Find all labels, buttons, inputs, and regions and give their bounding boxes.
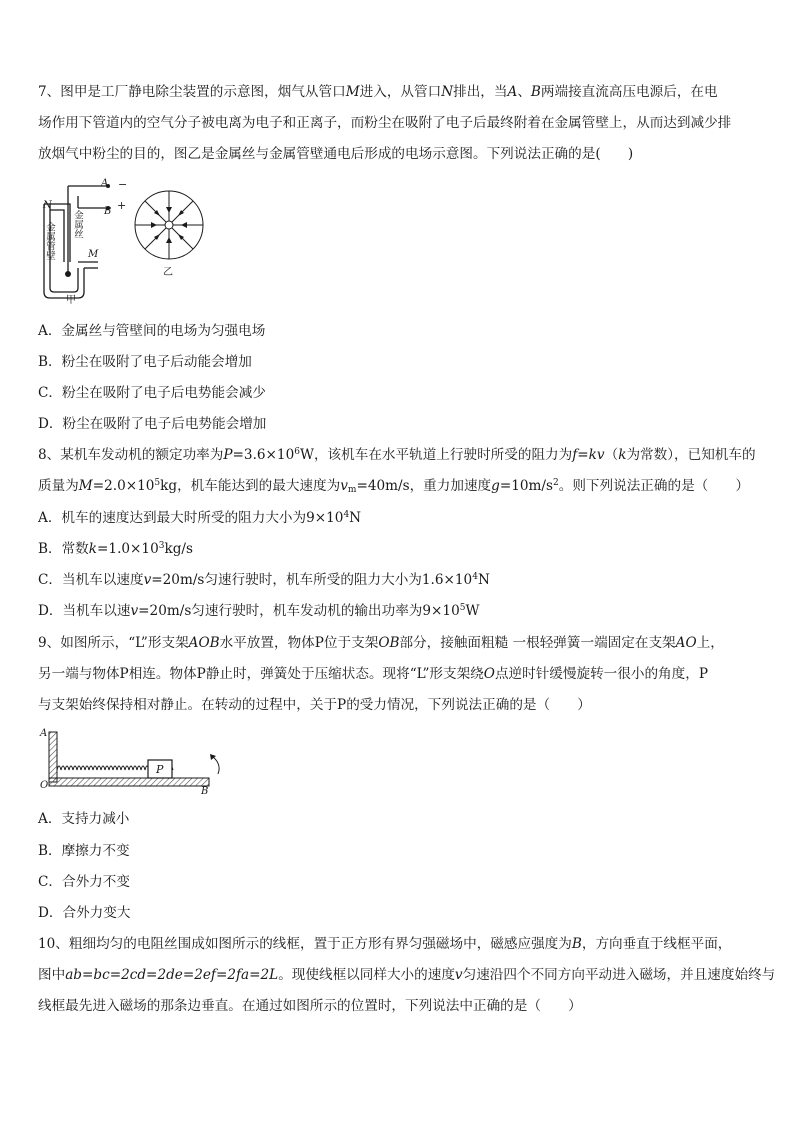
- q8-line2: 质量为$M=2.0\times 10^5kg$，机车能达到的最大速度为$v_m=40m/s$，重力加速度$g=10m/s^2$。则下列说法正确的是（ ）: [38, 478, 750, 495]
- fig-jia-caption: 甲: [66, 295, 76, 306]
- q7-line2: 场作用下管道内的空气分子被电离为电子和正离子，而粉尘在吸附了电子后最终附着在金属管壁上，从而达到减少排: [38, 115, 732, 131]
- q9-line1: 9、如图所示，“L”形支架AOB水平放置，物体P位于支架OB部分，接触面粗糙 一根轻弹簧一端固定在支架AO上，: [38, 635, 724, 651]
- fig-q9-label-a: A: [40, 728, 48, 739]
- q8-option-b: B．常数$k=1.0\times 10^3kg/s$: [38, 541, 193, 557]
- fig-q9-label-b: B: [201, 786, 209, 797]
- q7-option-c: C．粉尘在吸附了电子后电势能会减少: [38, 385, 266, 401]
- q10-line3: 线框最先进入磁场的那条边垂直。在通过如图所示的位置时，下列说法中正确的是（ ）: [38, 998, 582, 1014]
- q9-option-b: B．摩擦力不变: [38, 843, 130, 859]
- q9-option-a: A．支持力减小: [38, 811, 130, 827]
- q8-option-a: A．机车的速度达到最大时所受的阻力大小为$9\times 10^4N$: [38, 510, 362, 526]
- fig-jia-label-m: M: [88, 249, 99, 260]
- fig-jia-label-a: A: [101, 178, 109, 189]
- q8-line1: 8、某机车发动机的额定功率为$P=3.6\times 10^6W$，该机车在水平轨道上行驶时所受的阻力为f=kv（k为常数），已知机车的: [38, 447, 756, 463]
- q7-option-a: A．金属丝与管壁间的电场为匀强电场: [38, 323, 266, 339]
- q7-line3: 放烟气中粉尘的目的，图乙是金属丝与金属管壁通电后形成的电场示意图。下列说法正确的是( ): [38, 146, 634, 162]
- fig-jia-plus: +: [117, 199, 127, 212]
- fig-yi-caption: 乙: [163, 267, 173, 278]
- figure-yi-field: [133, 189, 205, 261]
- q7-line1: 7、图甲是工厂静电除尘装置的示意图，烟气从管口M进入，从管口N排出，当A、B两端接直流高压电源后，在电: [38, 84, 718, 100]
- fig-jia-label-n: N: [43, 200, 52, 211]
- q10-line1: 10、粗细均匀的电阻丝围成如图所示的线框，置于正方形有界匀强磁场中，磁感应强度为B，方向垂直于线框平面，: [38, 936, 732, 952]
- q9-option-d: D．合外力变大: [38, 905, 131, 921]
- q7-option-b: B．粉尘在吸附了电子后动能会增加: [38, 354, 252, 370]
- q10-line2: 图中ab=bc=2cd=2de=2ef=2fa=2L。现使线框以同样大小的速度v匀速沿四个不同方向平动进入磁场，并且速度始终与: [38, 967, 776, 983]
- fig-jia-wall-label: 金属管壁: [44, 222, 55, 260]
- q8-option-d: D．当机车以速v=20m/s匀速行驶时，机车发动机的输出功率为$9\times 10^5W$: [38, 603, 480, 619]
- q9-line3: 与支架始终保持相对静止。在转动的过程中，关于P的受力情况，下列说法正确的是（ ）: [38, 697, 591, 713]
- q8-option-c: C．当机车以速度v=20m/s匀速行驶时，机车所受的阻力大小为$1.6\times 10^4N$: [38, 572, 490, 588]
- q9-option-c: C．合外力不变: [38, 874, 130, 890]
- q7-option-d: D．粉尘在吸附了电子后电势能会增加: [38, 416, 267, 432]
- fig-jia-minus: −: [118, 178, 128, 191]
- q9-line2: 另一端与物体P相连。物体P静止时，弹簧处于压缩状态。现将“L”形支架绕O点逆时针缓慢旋转一很小的角度，P: [38, 666, 708, 682]
- fig-q9-label-o: O: [40, 780, 49, 791]
- fig-q9-label-p: P: [156, 763, 164, 776]
- fig-jia-label-b: B: [104, 206, 112, 217]
- figure-q9-l-bracket: [38, 728, 228, 798]
- fig-jia-wire-label: 金属丝: [72, 210, 83, 239]
